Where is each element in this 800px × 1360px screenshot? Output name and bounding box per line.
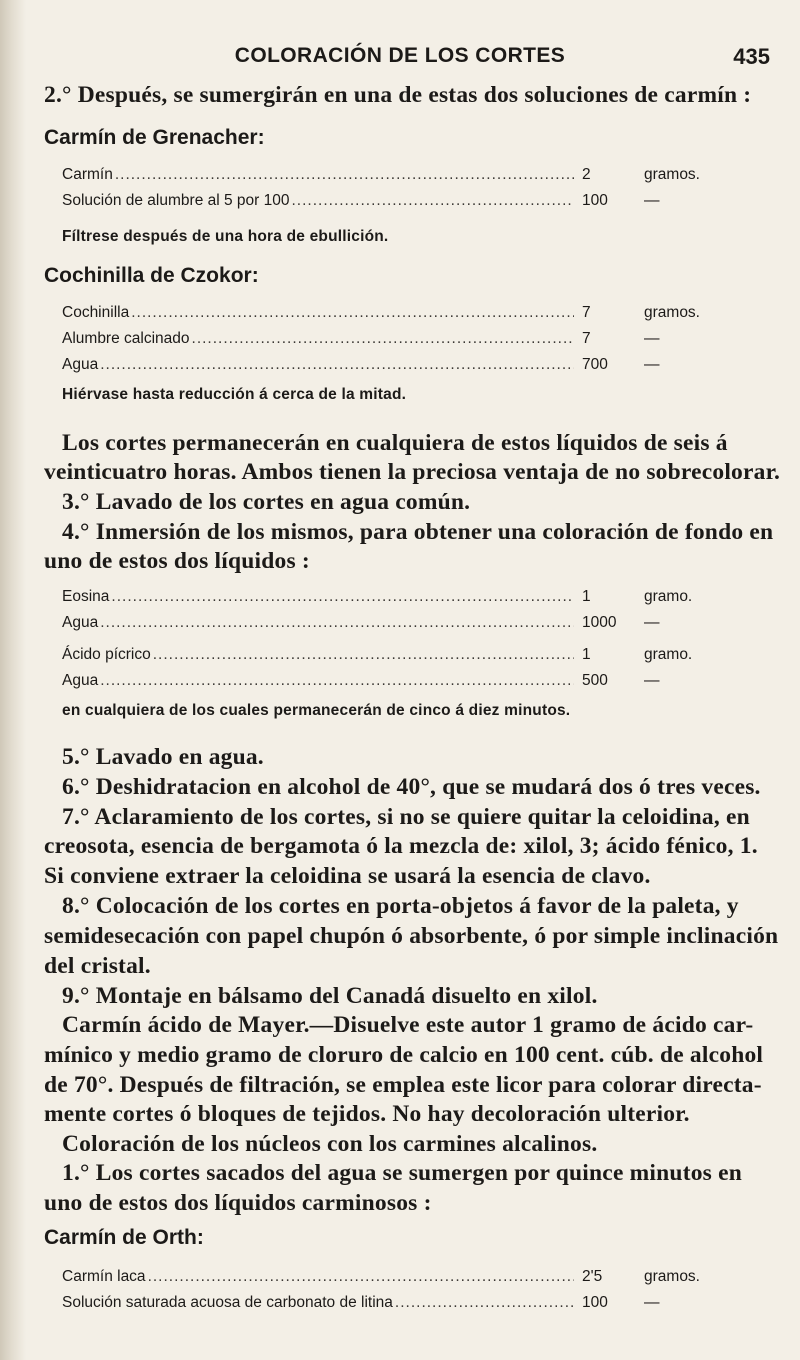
ingredient-unit: gramo. — [644, 646, 693, 663]
dot-leader — [153, 646, 574, 664]
dot-leader — [111, 588, 574, 606]
step-8-line: 8.° Colocación de los cortes en porta-objetos á favor de la paleta, y — [62, 893, 739, 920]
recipe-row — [62, 646, 732, 672]
recipe-grenacher — [62, 166, 732, 218]
ingredient-qty: 7 — [582, 329, 591, 347]
ingredient-qty: 500 — [582, 672, 608, 689]
mayer-line: Carmín ácido de Mayer.—Disuelve este autor 1 gramo de ácido car- — [62, 1011, 754, 1038]
recipe-row — [62, 330, 732, 356]
ingredient-name: Agua — [62, 613, 99, 631]
note-fondo: en cualquiera de los cuales permanecerán de cinco á diez minutos. — [62, 702, 571, 720]
paragraph-line: semidesecación con papel chupón ó absorbente, ó por simple inclinación — [44, 922, 779, 949]
recipe-acido-picrico — [62, 646, 732, 698]
step-9-line: 9.° Montaje en bálsamo del Canadá disuelto en xilol. — [62, 982, 598, 1009]
heading-carmin-orth: Carmín de Orth: — [44, 1226, 204, 1249]
recipe-row — [62, 356, 732, 382]
ingredient-qty: 1000 — [582, 613, 617, 631]
note-grenacher: Fíltrese después de una hora de ebullición. — [62, 227, 389, 245]
dot-leader — [192, 330, 574, 348]
ingredient-qty: 1 — [582, 646, 591, 663]
ingredient-name: Carmín laca — [62, 1268, 146, 1285]
ingredient-unit: — — [644, 1294, 660, 1311]
ingredient-name: Cochinilla — [62, 303, 130, 321]
paragraph-line: del cristal. — [44, 952, 151, 979]
running-head-title: COLORACIÓN DE LOS CORTES — [234, 44, 566, 67]
step-7-line: 7.° Aclaramiento de los cortes, si no se quiere quitar la celoidina, en — [62, 804, 750, 831]
recipe-row — [62, 192, 732, 218]
dot-leader — [100, 356, 574, 374]
heading-cochinilla-czokor: Cochinilla de Czokor: — [44, 263, 259, 287]
ingredient-unit: gramos. — [644, 1268, 700, 1285]
dot-leader — [148, 1268, 574, 1286]
ingredient-name: Carmín — [62, 165, 113, 183]
dot-leader — [115, 166, 574, 184]
recipe-row — [62, 166, 732, 192]
section-title-line: Coloración de los núcleos con los carmines alcalinos. — [62, 1130, 598, 1157]
step-2-line: 2.° Después, se sumergirán en una de estas dos soluciones de carmín : — [44, 82, 752, 108]
ingredient-unit: — — [644, 191, 660, 209]
recipe-czokor — [62, 304, 732, 382]
paragraph-line: mente cortes ó bloques de tejidos. No hay decoloración ulterior. — [44, 1100, 690, 1127]
ingredient-name: Solución saturada acuosa de carbonato de litina — [62, 1294, 393, 1311]
ingredient-qty: 7 — [582, 303, 591, 321]
paragraph-line: veinticuatro horas. Ambos tienen la preciosa ventaja de no sobrecolorar. — [44, 458, 781, 485]
ingredient-unit: gramo. — [644, 587, 693, 605]
dot-leader — [395, 1294, 574, 1312]
ingredient-qty: 2 — [582, 165, 591, 183]
dot-leader — [100, 672, 574, 690]
dot-leader — [291, 192, 574, 210]
recipe-row — [62, 1268, 732, 1294]
ingredient-unit: — — [644, 329, 660, 347]
ingredient-name: Solución de alumbre al 5 por 100 — [62, 191, 290, 209]
step-4-line: 4.° Inmersión de los mismos, para obtener una coloración de fondo en — [62, 518, 774, 545]
recipe-eosina — [62, 588, 732, 640]
paragraph-line: mínico y medio gramo de cloruro de calcio en 100 cent. cúb. de alcohol — [44, 1041, 764, 1068]
ingredient-name: Ácido pícrico — [62, 646, 151, 663]
ingredient-unit: — — [644, 355, 660, 373]
dot-leader — [131, 304, 574, 322]
ingredient-unit: gramos. — [644, 165, 700, 183]
ingredient-qty: 100 — [582, 1294, 608, 1311]
ingredient-name: Alumbre calcinado — [62, 329, 190, 347]
step-6-line: 6.° Deshidratacion en alcohol de 40°, que se mudará dos ó tres veces. — [62, 774, 761, 801]
step-1-line: 1.° Los cortes sacados del agua se sumergen por quince minutos en — [62, 1159, 742, 1186]
ingredient-name: Agua — [62, 355, 99, 373]
recipe-row — [62, 304, 732, 330]
paragraph-line: Los cortes permanecerán en cualquiera de estos líquidos de seis á — [62, 429, 728, 456]
ingredient-qty: 2'5 — [582, 1268, 603, 1285]
ingredient-unit: — — [644, 672, 660, 689]
recipe-row — [62, 588, 732, 614]
recipe-row — [62, 614, 732, 640]
paragraph-line: uno de estos dos líquidos : — [44, 547, 310, 574]
step-3-line: 3.° Lavado de los cortes en agua común. — [62, 488, 471, 515]
ingredient-unit: gramos. — [644, 303, 700, 321]
ingredient-qty: 700 — [582, 355, 608, 373]
paragraph-line: Si conviene extraer la celoidina se usará la esencia de clavo. — [44, 863, 651, 890]
paragraph-line: creosota, esencia de bergamota ó la mezcla de: xilol, 3; ácido fénico, 1. — [44, 833, 758, 860]
recipe-row — [62, 1294, 732, 1320]
paragraph-line: de 70°. Después de filtración, se emplea este licor para colorar directa- — [44, 1071, 762, 1098]
paragraph-line: uno de estos dos líquidos carminosos : — [44, 1190, 432, 1216]
ingredient-qty: 100 — [582, 191, 608, 209]
dot-leader — [100, 614, 574, 632]
ingredient-name: Eosina — [62, 587, 110, 605]
ingredient-name: Agua — [62, 672, 99, 689]
step-5-line: 5.° Lavado en agua. — [62, 744, 264, 771]
ingredient-qty: 1 — [582, 587, 591, 605]
page-number: 435 — [733, 44, 770, 69]
note-czokor: Hiérvase hasta reducción á cerca de la mitad. — [62, 385, 407, 403]
recipe-row — [62, 672, 732, 698]
heading-carmin-grenacher: Carmín de Grenacher: — [44, 125, 265, 149]
recipe-orth — [62, 1268, 732, 1320]
running-head — [30, 44, 770, 74]
ingredient-unit: — — [644, 613, 660, 631]
